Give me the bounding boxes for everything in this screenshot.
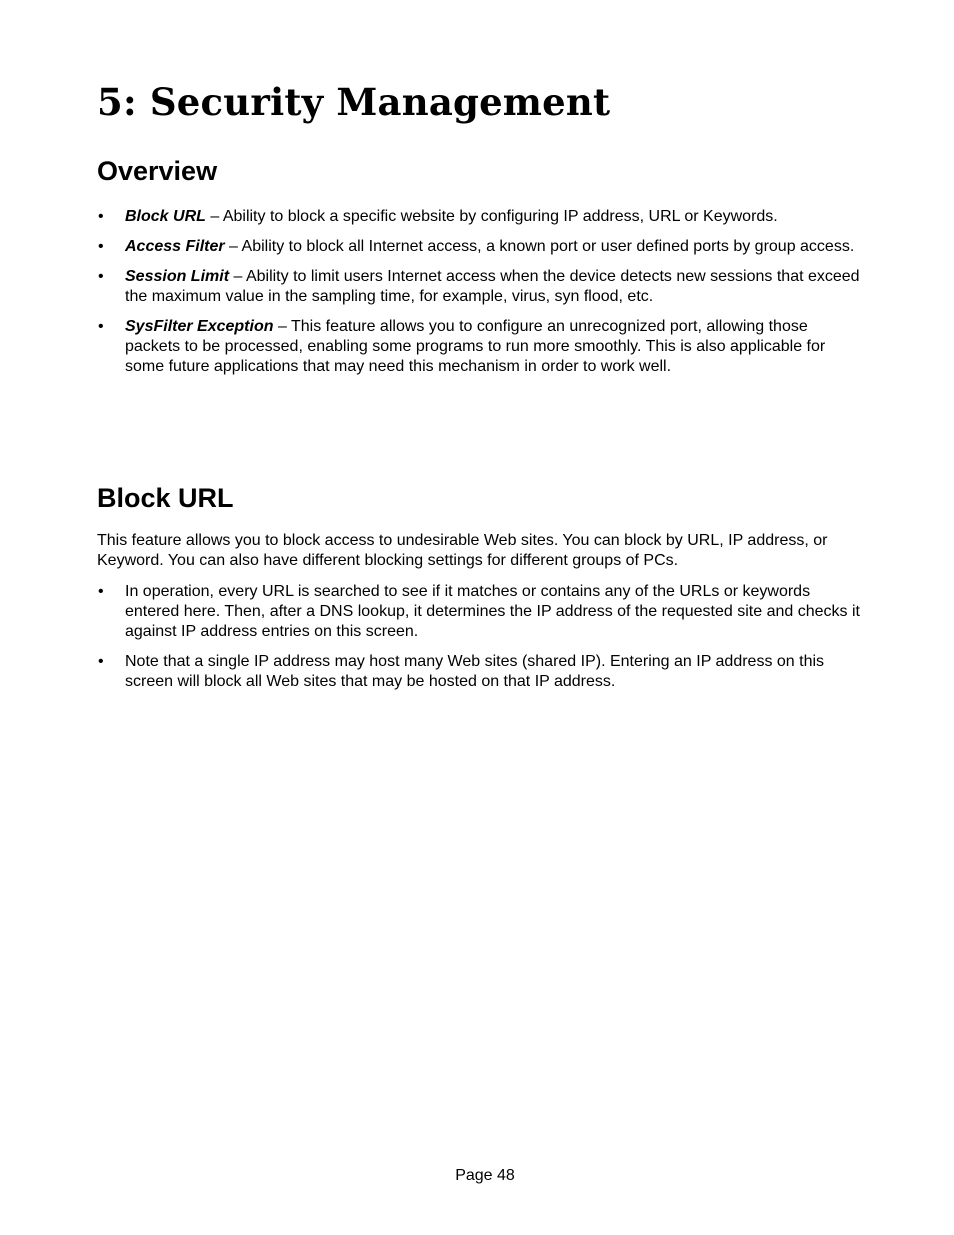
block-url-intro: This feature allows you to block access to undesirable Web sites. You can block by URL, IP address, or Keyword. You can also have different blocking settings for different groups of PCs. xyxy=(97,532,828,569)
bullet-icon: • xyxy=(98,238,104,255)
bullet-icon: • xyxy=(98,318,104,335)
term-description: – This feature allows you to configure an unrecognized port, allowing those packets to be processed, enabling some programs to run more smoothly. This is also applicable for some future applications that may need this mechanism in order to work well. xyxy=(125,318,826,375)
overview-heading: Overview xyxy=(97,156,218,186)
block-url-item xyxy=(97,582,867,642)
bullet-icon: • xyxy=(98,583,104,600)
overview-item-sysfilter-exception xyxy=(97,317,867,377)
term-label: Access Filter xyxy=(125,238,225,255)
overview-item-block-url xyxy=(97,207,867,227)
chapter-title: 5: Security Management xyxy=(97,80,611,124)
term-description: – Ability to block a specific website by configuring IP address, URL or Keywords. xyxy=(205,208,778,225)
block-url-item-text: Note that a single IP address may host many Web sites (shared IP). Entering an IP address on this screen will block all Web sites that may be hosted on that IP address. xyxy=(125,653,825,690)
block-url-item xyxy=(97,652,867,692)
page-number: Page 48 xyxy=(455,1167,515,1184)
block-url-list xyxy=(97,582,867,702)
bullet-icon: • xyxy=(98,653,104,670)
term-label: Block URL xyxy=(125,208,206,225)
term-description: – Ability to limit users Internet access when the device detects new sessions that exceed the maximum value in the sampling time, for example, virus, syn flood, etc. xyxy=(125,268,860,305)
overview-item-access-filter xyxy=(97,237,867,257)
term-label: Session Limit xyxy=(125,268,230,285)
overview-list xyxy=(97,207,867,387)
term-description: – Ability to block all Internet access, a known port or user defined ports by group access. xyxy=(224,238,855,255)
term-label: SysFilter Exception xyxy=(125,318,274,335)
bullet-icon: • xyxy=(98,208,104,225)
block-url-item-text: In operation, every URL is searched to see if it matches or contains any of the URLs or keywords entered here. Then, after a DNS lookup, it determines the IP address of the requested site and checks it against IP address entries on this screen. xyxy=(125,583,860,640)
overview-item-session-limit xyxy=(97,267,867,307)
bullet-icon: • xyxy=(98,268,104,285)
block-url-heading: Block URL xyxy=(97,483,234,513)
